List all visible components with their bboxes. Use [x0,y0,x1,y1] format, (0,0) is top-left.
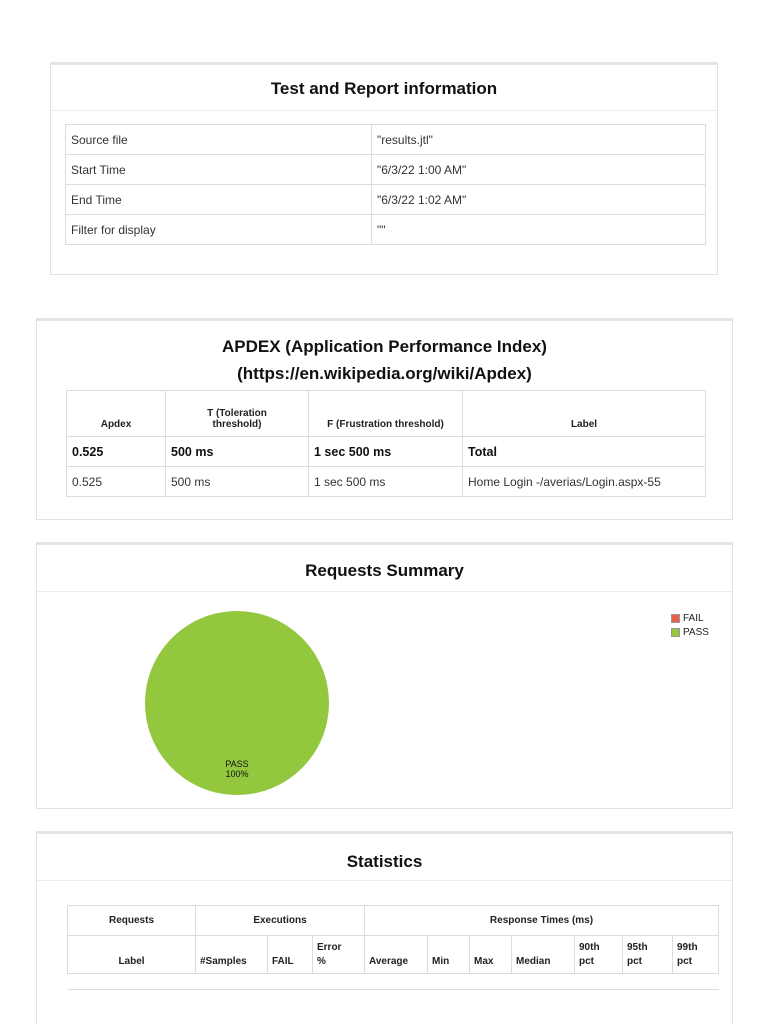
info-label: End Time [66,185,372,215]
info-label: Start Time [66,155,372,185]
col-toleration-line2: threshold) [212,419,262,430]
info-value: "6/3/22 1:02 AM" [372,185,706,215]
col-p99-line1: 99th [677,942,698,953]
table-row [66,125,706,155]
col-apdex[interactable]: Apdex [67,391,166,437]
label-value: Home Login -/averias/Login.aspx-55 [463,467,706,497]
group-executions: Executions [196,906,365,936]
table-row [66,185,706,215]
legend-label-fail: FAIL [683,612,704,624]
col-p90-line2: pct [579,956,594,967]
col-toleration[interactable] [166,391,309,437]
group-requests: Requests [68,906,196,936]
col-max[interactable]: Max [470,936,512,974]
apdex-value: 0.525 [67,437,166,467]
info-value: "6/3/22 1:00 AM" [372,155,706,185]
col-samples[interactable]: #Samples [196,936,268,974]
toleration-value: 500 ms [166,467,309,497]
info-label: Filter for display [66,215,372,245]
statistics-panel [36,831,733,1024]
toleration-value: 500 ms [166,437,309,467]
col-frustration[interactable]: F (Frustration threshold) [309,391,463,437]
pie-slice-name: PASS [225,759,249,769]
col-error-line2: % [317,956,326,967]
apdex-header-row [67,391,706,437]
col-error-line1: Error [317,942,342,953]
table-row [67,437,706,467]
frustration-value: 1 sec 500 ms [309,467,463,497]
pie-slice-label [213,759,261,779]
group-response-times: Response Times (ms) [365,906,719,936]
statistics-table [67,905,719,990]
col-error[interactable] [313,936,365,974]
stats-group-row [68,906,719,936]
apdex-title-line2: (https://en.wikipedia.org/wiki/Apdex) [237,364,532,383]
stats-spacer-cell [68,974,719,990]
apdex-value: 0.525 [67,467,166,497]
col-label[interactable]: Label [463,391,706,437]
test-report-info-panel [50,62,718,275]
legend-label-pass: PASS [683,626,709,638]
pie-slice-percent: 100% [225,769,249,779]
info-value: "" [372,215,706,245]
col-average[interactable]: Average [365,936,428,974]
col-min[interactable]: Min [428,936,470,974]
col-p90[interactable] [575,936,623,974]
chart-legend [671,611,709,639]
info-value: "results.jtl" [372,125,706,155]
table-row [66,215,706,245]
legend-swatch-pass [671,628,680,637]
legend-item-fail[interactable] [671,611,709,625]
statistics-title: Statistics [37,834,732,881]
requests-summary-panel [36,542,733,809]
frustration-value: 1 sec 500 ms [309,437,463,467]
col-label[interactable]: Label [68,936,196,974]
requests-summary-title: Requests Summary [37,545,732,592]
col-median[interactable]: Median [512,936,575,974]
pie-chart [137,603,337,808]
legend-item-pass[interactable] [671,625,709,639]
label-value: Total [463,437,706,467]
col-p99-line2: pct [677,956,692,967]
stats-header-row [68,936,719,974]
test-report-info-table [65,124,706,245]
col-p99[interactable] [673,936,719,974]
table-row [66,155,706,185]
apdex-table [66,390,706,497]
col-p90-line1: 90th [579,942,600,953]
col-fail[interactable]: FAIL [268,936,313,974]
legend-swatch-fail [671,614,680,623]
col-toleration-line1: T (Toleration [207,408,267,419]
apdex-panel [36,318,733,520]
table-row [67,467,706,497]
col-p95[interactable] [623,936,673,974]
info-label: Source file [66,125,372,155]
apdex-title-line1: APDEX (Application Performance Index) [222,337,547,356]
test-report-info-title: Test and Report information [51,65,717,111]
table-row [68,974,719,990]
col-p95-line2: pct [627,956,642,967]
apdex-title [37,321,732,387]
col-p95-line1: 95th [627,942,648,953]
